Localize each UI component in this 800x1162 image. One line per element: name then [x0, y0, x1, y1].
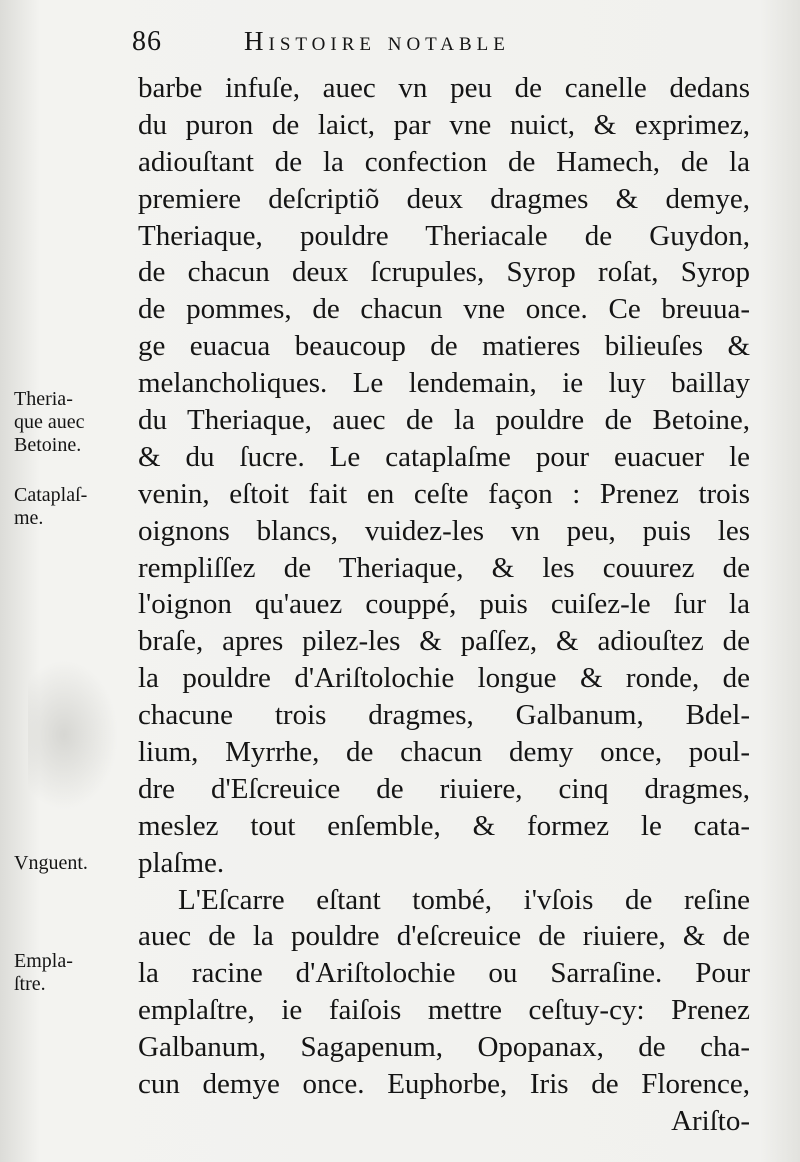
text-line: chacune trois dragmes, Galbanum, Bdel- — [138, 699, 750, 732]
text-line: & du ſucre. Le cataplaſme pour euacuer le — [138, 440, 750, 473]
margin-note-line: Vnguent. — [14, 852, 88, 874]
text-line: du puron de laict, par vne nuict, & exprimez, — [138, 108, 750, 141]
catchword: Ariſto- — [671, 1104, 750, 1137]
paper-stain — [28, 660, 118, 810]
text-line: la pouldre d'Ariſtolochie longue & ronde, de — [138, 662, 750, 695]
text-line: de pommes, de chacun vne once. Ce breuua- — [138, 293, 750, 326]
text-line: Theriaque, pouldre Theriacale de Guydon, — [138, 219, 750, 252]
text-line: braſe, apres pilez-les & paſſez, & adiouſtez de — [138, 625, 750, 658]
margin-note-emplastre — [14, 950, 132, 996]
page-number: 86 — [132, 26, 162, 57]
margin-note-line: que auec — [14, 411, 85, 433]
margin-note-theriaque — [14, 388, 132, 457]
running-title: Histoire notable — [244, 26, 510, 56]
text-line: rempliſſez de Theriaque, & les couurez de — [138, 551, 750, 584]
margin-note-line: Cataplaſ- — [14, 484, 88, 506]
text-line: l'oignon qu'auez couppé, puis cuiſez-le ſur la — [138, 588, 750, 621]
text-line: meslez tout enſemble, & formez le cata- — [138, 809, 750, 842]
text-line: premiere deſcriptiõ deux dragmes & demye, — [138, 182, 750, 215]
text-line: emplaſtre, ie faiſois mettre ceſtuy-cy: Prenez — [138, 994, 750, 1027]
page-header — [132, 26, 772, 66]
margin-note-line: Empla- — [14, 950, 73, 972]
text-line: de chacun deux ſcrupules, Syrop roſat, Syrop — [138, 256, 750, 289]
text-line: lium, Myrrhe, de chacun demy once, poul- — [138, 736, 750, 769]
text-line: L'Eſcarre eſtant tombé, i'vſois de reſine — [178, 883, 750, 916]
text-line: adiouſtant de la confection de Hamech, de la — [138, 145, 750, 178]
text-line: barbe infuſe, auec vn peu de canelle dedans — [138, 72, 750, 104]
margin-note-line: me. — [14, 507, 44, 529]
main-text-block — [138, 70, 750, 1140]
margin-note-cataplasme — [14, 484, 132, 530]
text-line: auec de la pouldre d'eſcreuice de riuiere, & de — [138, 920, 750, 953]
text-line: cun demye once. Euphorbe, Iris de Florence, — [138, 1068, 750, 1101]
text-line: Galbanum, Sagapenum, Opopanax, de cha- — [138, 1031, 750, 1064]
text-line: oignons blancs, vuidez-les vn peu, puis les — [138, 514, 750, 547]
margin-note-line: Betoine. — [14, 434, 82, 456]
text-line: plaſme. — [138, 846, 225, 879]
text-line: melancholiques. Le lendemain, ie luy baillay — [138, 367, 750, 400]
text-line: ge euacua beaucoup de matieres bilieuſes & — [138, 330, 750, 363]
text-line: du Theriaque, auec de la pouldre de Betoine, — [138, 404, 750, 437]
text-line: venin, eſtoit fait en ceſte façon : Prenez trois — [138, 477, 750, 510]
margin-note-line: Theria- — [14, 388, 73, 410]
text-line: dre d'Eſcreuice de riuiere, cinq dragmes, — [138, 772, 750, 805]
margin-note-line: ſtre. — [14, 973, 46, 995]
margin-note-vnguent — [14, 852, 132, 875]
text-line: la racine d'Ariſtolochie ou Sarraſine. Pour — [138, 957, 750, 990]
